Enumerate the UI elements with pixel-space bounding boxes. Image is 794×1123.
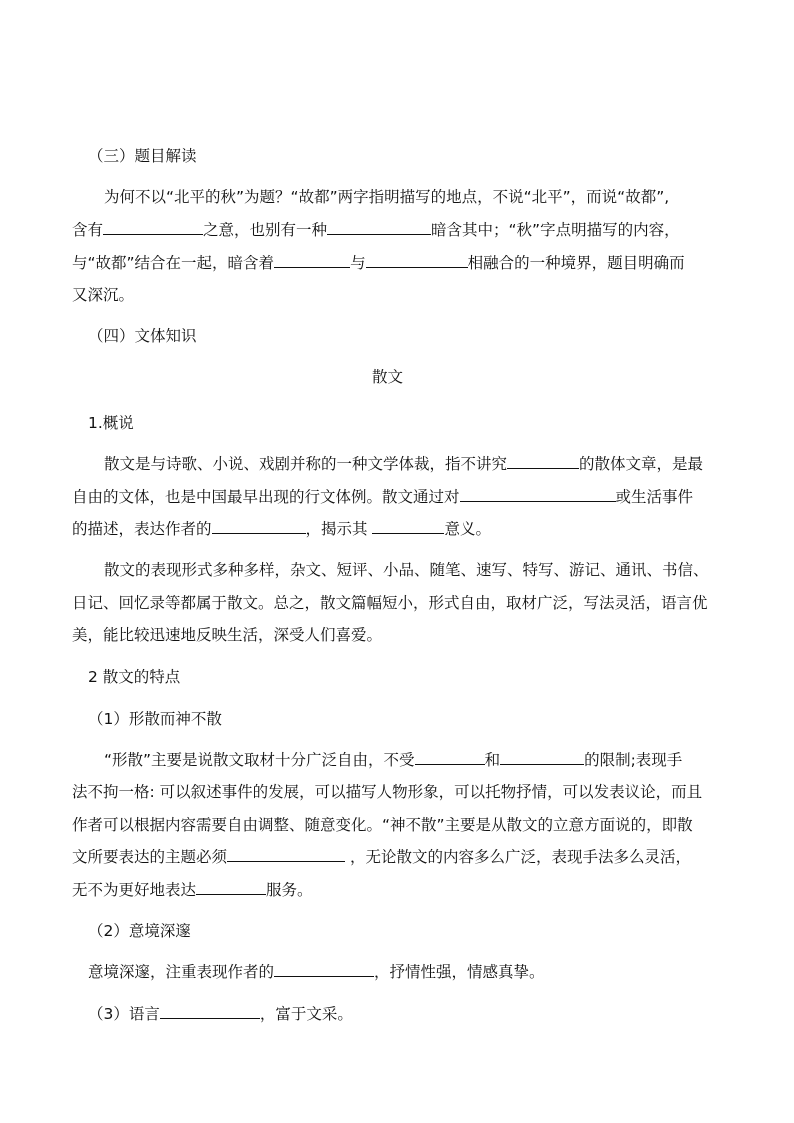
- fill-blank[interactable]: [372, 519, 444, 534]
- para1-line2: [72, 220, 680, 240]
- para1-line4: 又深沉。: [72, 286, 135, 304]
- text: 无不为更好地表达: [72, 881, 197, 899]
- para2-line1: [104, 454, 703, 474]
- subheading-features: 2 散文的特点: [88, 668, 181, 686]
- para4-line5: [72, 880, 313, 900]
- text: 的限制;表现手: [584, 751, 683, 769]
- fill-blank[interactable]: [366, 253, 468, 268]
- fill-blank[interactable]: [327, 220, 431, 235]
- feature1-heading: （1）形散而神不散: [88, 710, 222, 728]
- text: 自由的文体，也是中国最早出现的行文体例。散文通过对: [72, 488, 460, 506]
- text: “形散”主要是说散文取材十分广泛自由，不受: [104, 751, 415, 769]
- text: 与“故都”结合在一起，暗含着: [72, 254, 275, 272]
- para1-line3: [72, 253, 685, 273]
- fill-blank[interactable]: [274, 962, 374, 977]
- fill-blank[interactable]: [227, 847, 345, 862]
- text: 服务。: [266, 881, 313, 899]
- para4-line2: 法不拘一格: 可以叙述事件的发展，可以描写人物形象，可以托物抒情，可以发表议论，而且: [72, 783, 703, 801]
- feature3-line: [88, 1004, 353, 1024]
- text: 或生活事件: [615, 488, 694, 506]
- section4-heading: （四）文体知识: [88, 327, 197, 345]
- fill-blank[interactable]: [507, 454, 579, 469]
- text: ，揭示其: [305, 520, 373, 538]
- para3-line1: 散文的表现形式多种多样，杂文、短评、小品、随笔、速写、特写、游记、通讯、书信、: [104, 561, 709, 579]
- section3-heading: （三）题目解读: [88, 147, 197, 165]
- para1-line1: 为何不以“北平的秋”为题？“故都”两字指明描写的地点，不说“北平”，而说“故都”,: [104, 188, 670, 206]
- text: ，无论散文的内容多么广泛，表现手法多么灵活，: [345, 848, 691, 866]
- fill-blank[interactable]: [212, 519, 306, 534]
- para4-line1: [104, 750, 682, 770]
- text: 和: [484, 751, 501, 769]
- para2-line2: [72, 487, 693, 507]
- fill-blank[interactable]: [500, 750, 584, 765]
- text: 意境深邃，注重表现作者的: [88, 963, 275, 981]
- subheading-overview: 1.概说: [88, 414, 134, 432]
- text: 之意，也别有一种: [203, 221, 328, 239]
- text: 意义。: [444, 520, 491, 538]
- text: 的散体文章，是最: [579, 455, 704, 473]
- text: （3）语言: [88, 1005, 160, 1023]
- text: 与: [350, 254, 366, 272]
- fill-blank[interactable]: [415, 750, 485, 765]
- fill-blank[interactable]: [160, 1004, 260, 1019]
- fill-blank[interactable]: [196, 880, 266, 895]
- fill-blank[interactable]: [103, 220, 203, 235]
- para3-line3: 美，能比较迅速地反映生活，深受人们喜爱。: [72, 626, 383, 644]
- para4-line4: [72, 847, 691, 867]
- para3-line2: 日记、回忆录等都属于散文。总之，散文篇幅短小，形式自由，取材广泛，写法灵活，语言优: [72, 594, 708, 612]
- text: ，抒情性强，情感真挚。: [374, 963, 545, 981]
- fill-blank[interactable]: [274, 253, 350, 268]
- text: 暗含其中；“秋”字点明描写的内容，: [431, 221, 680, 239]
- text: 的描述，表达作者的: [72, 520, 212, 538]
- text: ，富于文采。: [259, 1005, 353, 1023]
- feature2-heading: （2）意境深邃: [88, 922, 191, 940]
- para5: [88, 962, 545, 982]
- text: 散文是与诗歌、小说、戏剧并称的一种文学体裁，指不讲究: [104, 455, 508, 473]
- para2-line3: [72, 519, 491, 539]
- text: 文所要表达的主题必须: [72, 848, 228, 866]
- para4-line3: 作者可以根据内容需要自由调整、随意变化。“神不散”主要是从散文的立意方面说的，即散: [72, 816, 693, 834]
- text: 含有: [72, 221, 104, 239]
- fill-blank[interactable]: [460, 487, 616, 502]
- section-title: 散文: [372, 368, 404, 386]
- text: 相融合的一种境界，题目明确而: [467, 254, 685, 272]
